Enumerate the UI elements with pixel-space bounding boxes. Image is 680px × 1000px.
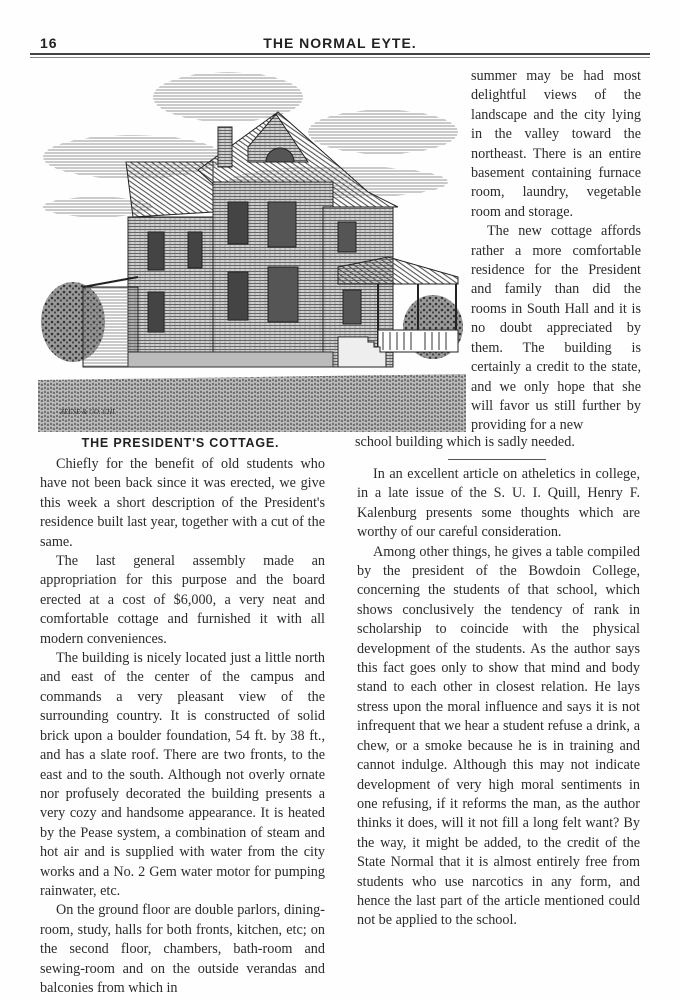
article1-left-column — [40, 455, 325, 998]
paragraph: On the ground floor are double parlors, dining-room, study, halls for both fronts, kitchen, etc; on the second floor, chambers, bath-room and sewing-room and on the outside verandas and balconies from which in — [40, 902, 325, 996]
article-separator-rule — [448, 459, 546, 460]
paragraph: Chiefly for the benefit of old students who have not been back since it was erected, we give this week a short description of the President's residence built last year, together with a cut of the same. — [40, 456, 325, 550]
paragraph: The new cottage affords rather a more comfortable residence for the President and family than did the rooms in South Hall and it is no doubt appreciated by them. The building is certainly a credit to the state, and we only hope that she will favor us still further by providing for a new — [471, 223, 641, 434]
house-illustration-icon — [38, 62, 466, 432]
article1-right-column — [471, 67, 641, 436]
page-number: 16 — [40, 35, 58, 51]
paragraph: The last general assembly made an appropriation for this purpose and the board erected at a cost of $6,000, a very neat and comfortable cottage and furnished it with all modern conveniences. — [40, 553, 325, 647]
paragraph: Among other things, he gives a table compiled by the president of the Bowdoin College, concerning the students of that school, which shows conclusively the tendency of rank in scholarship to coincide with the physical development of the students. As the author says this fact goes only to show that mind and body stand to each other in closest relation. He lays stress upon the moral influence and says it is not infrequent that we hear a student refuse a drink, a chew, or a smoke because he is in training and cannot indulge. Although this may not indicate development of very high moral sentiments in one refusing, if it reforms the man, as the author thinks it does, will it not fill a long felt want? By the way, it might be added, to the credit of the State Normal that it is almost entirely free from students who use narcotics in any form, and hence the last part of the article mentioned could not be applied to the school. — [357, 543, 640, 929]
header-rule-thick — [30, 53, 650, 55]
header-rule-thin — [30, 57, 650, 58]
engraver-signature: ZEESE & CO. CHI. — [60, 408, 117, 416]
article-headline: THE PRESIDENT'S COTTAGE. — [81, 436, 280, 450]
journal-title: THE NORMAL EYTE. — [263, 35, 417, 51]
presidents-cottage-engraving — [38, 62, 466, 432]
paragraph: The building is nicely located just a little north and east of the center of the campus and commands a very pleasant view of the surrounding country. It is constructed of solid brick upon a boulder foundation, 54 ft. by 38 ft., and has a slate roof. There are two fronts, to the east and to the south. Although not overly ornate nor profusely decorated the building presents a very cozy and handsome appearance. It is heated by the Pease system, a combination of steam and hot air and is supplied with water from the city works and a No. 2 Gem water motor for pumping rainwater, etc. — [40, 650, 325, 899]
paragraph: In an excellent article on atheletics in college, in a late issue of the S. U. I. Quill, Henry F. Kalenburg presents some thoughts which are worthy of our careful consideration. — [357, 466, 640, 541]
article2-column — [357, 465, 640, 931]
page-header — [30, 33, 650, 53]
paragraph: summer may be had most delightful views of the landscape and the city lying in the valley toward the northeast. There is an entire basement containing furnace room, laundry, vegetable room and storage. — [471, 68, 641, 220]
article1-tail-line: school building which is sadly needed. — [355, 434, 575, 450]
